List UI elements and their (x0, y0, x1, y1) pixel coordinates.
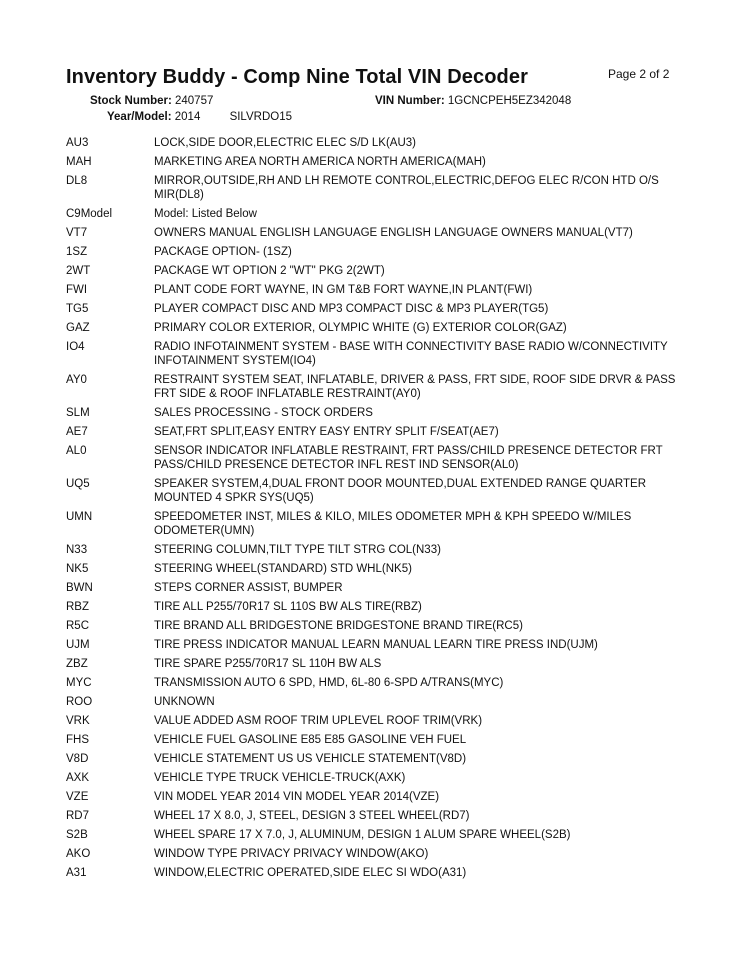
option-code-row (66, 136, 686, 150)
option-code: MAH (66, 156, 92, 168)
option-description: STEERING WHEEL(STANDARD) STD WHL(NK5) (154, 563, 412, 575)
option-code: RD7 (66, 810, 90, 822)
option-description: VEHICLE FUEL GASOLINE E85 E85 GASOLINE VEH FUEL (154, 734, 467, 746)
stock-number-label: Stock Number: (90, 95, 172, 107)
option-code-row (66, 790, 686, 804)
option-code: 1SZ (66, 246, 88, 258)
option-code: FHS (66, 734, 89, 746)
option-description: Model: Listed Below (154, 208, 257, 220)
option-description: SEAT,FRT SPLIT,EASY ENTRY EASY ENTRY SPLIT F/SEAT(AE7) (154, 426, 499, 438)
option-code-row (66, 174, 686, 202)
option-description: VEHICLE TYPE TRUCK VEHICLE-TRUCK(AXK) (154, 772, 406, 784)
option-description: STEPS CORNER ASSIST, BUMPER (154, 582, 343, 594)
option-description: TIRE PRESS INDICATOR MANUAL LEARN MANUAL LEARN TIRE PRESS IND(UJM) (154, 639, 598, 651)
option-description: OWNERS MANUAL ENGLISH LANGUAGE ENGLISH LANGUAGE OWNERS MANUAL(VT7) (154, 227, 633, 239)
option-code: N33 (66, 544, 88, 556)
option-code: S2B (66, 829, 88, 841)
vin-number-label: VIN Number: (375, 95, 445, 107)
option-code: VT7 (66, 227, 88, 239)
option-code: BWN (66, 582, 93, 594)
option-code-row (66, 155, 686, 169)
option-description: VIN MODEL YEAR 2014 VIN MODEL YEAR 2014(VZE) (154, 791, 440, 803)
option-code-row (66, 752, 686, 766)
option-code-row (66, 264, 686, 278)
stock-number-field (90, 95, 213, 107)
option-description: PRIMARY COLOR EXTERIOR, OLYMPIC WHITE (G) EXTERIOR COLOR(GAZ) (154, 322, 567, 334)
option-code-row (66, 619, 686, 633)
option-code-row (66, 321, 686, 335)
option-code-row (66, 373, 686, 401)
option-code-row (66, 600, 686, 614)
vin-number-value: 1GCNCPEH5EZ342048 (447, 95, 572, 107)
option-description: MARKETING AREA NORTH AMERICA NORTH AMERICA(MAH) (154, 156, 486, 168)
option-code: AKO (66, 848, 91, 860)
option-code-row (66, 245, 686, 259)
option-description: PACKAGE OPTION- (1SZ) (154, 246, 292, 258)
option-code-row (66, 809, 686, 823)
option-code-row (66, 866, 686, 880)
option-code-row (66, 581, 686, 595)
option-code-row (66, 638, 686, 652)
option-code-row (66, 828, 686, 842)
option-code-row (66, 695, 686, 709)
option-description: UNKNOWN (154, 696, 215, 708)
option-code: VZE (66, 791, 89, 803)
option-description: WINDOW TYPE PRIVACY PRIVACY WINDOW(AKO) (154, 848, 429, 860)
option-description: VALUE ADDED ASM ROOF TRIM UPLEVEL ROOF TRIM(VRK) (154, 715, 483, 727)
page-number: Page 2 of 2 (608, 67, 670, 81)
option-description: WHEEL 17 X 8.0, J, STEEL, DESIGN 3 STEEL WHEEL(RD7) (154, 810, 470, 822)
option-code: RBZ (66, 601, 89, 613)
option-code-row (66, 714, 686, 728)
option-code-row (66, 657, 686, 671)
option-code: 2WT (66, 265, 91, 277)
option-code: AXK (66, 772, 90, 784)
document-title: Inventory Buddy - Comp Nine Total VIN Decoder (66, 66, 528, 88)
option-code: ROO (66, 696, 93, 708)
option-code: UJM (66, 639, 90, 651)
option-code-row (66, 510, 686, 538)
option-code-row (66, 562, 686, 576)
option-code-row (66, 477, 686, 505)
option-description: SPEEDOMETER INST, MILES & KILO, MILES ODOMETER MPH & KPH SPEEDO W/MILES ODOMETER(UMN) (154, 511, 632, 537)
option-code: ZBZ (66, 658, 88, 670)
option-code: MYC (66, 677, 92, 689)
option-description: PLAYER COMPACT DISC AND MP3 COMPACT DISC & MP3 PLAYER(TG5) (154, 303, 549, 315)
option-code-row (66, 302, 686, 316)
option-description: WHEEL SPARE 17 X 7.0, J, ALUMINUM, DESIGN 1 ALUM SPARE WHEEL(S2B) (154, 829, 571, 841)
stock-number-value: 240757 (175, 95, 214, 107)
option-description: SALES PROCESSING - STOCK ORDERS (154, 407, 373, 419)
option-code: GAZ (66, 322, 90, 334)
option-code-row (66, 847, 686, 861)
model-value: SILVRDO15 (229, 111, 292, 123)
option-code: AU3 (66, 137, 89, 149)
option-description: STEERING COLUMN,TILT TYPE TILT STRG COL(N33) (154, 544, 441, 556)
option-code: V8D (66, 753, 89, 765)
option-description: TRANSMISSION AUTO 6 SPD, HMD, 6L-80 6-SPD A/TRANS(MYC) (154, 677, 504, 689)
option-description: MIRROR,OUTSIDE,RH AND LH REMOTE CONTROL,ELECTRIC,DEFOG ELEC R/CON HTD O/S MIR(DL8) (154, 175, 659, 201)
option-code: A31 (66, 867, 87, 879)
option-code: C9Model (66, 208, 113, 220)
option-code: FWI (66, 284, 88, 296)
option-code: VRK (66, 715, 90, 727)
option-code: AL0 (66, 445, 87, 457)
option-code: UQ5 (66, 478, 90, 490)
option-description: PACKAGE WT OPTION 2 "WT" PKG 2(2WT) (154, 265, 385, 277)
option-code-row (66, 676, 686, 690)
option-description: SENSOR INDICATOR INFLATABLE RESTRAINT, FRT PASS/CHILD PRESENCE DETECTOR FRT PASS/CHILD PRESENCE DETECTOR INFL REST IND SENSOR(AL0) (154, 445, 663, 471)
option-description: SPEAKER SYSTEM,4,DUAL FRONT DOOR MOUNTED,DUAL EXTENDED RANGE QUARTER MOUNTED 4 SPKR SYS(UQ5) (154, 478, 647, 504)
option-description: LOCK,SIDE DOOR,ELECTRIC ELEC S/D LK(AU3) (154, 137, 417, 149)
option-code-row (66, 444, 686, 472)
option-code-row (66, 207, 686, 221)
option-code-row (66, 340, 686, 368)
option-code-row (66, 283, 686, 297)
option-code: AY0 (66, 374, 87, 386)
option-description: PLANT CODE FORT WAYNE, IN GM T&B FORT WAYNE,IN PLANT(FWI) (154, 284, 533, 296)
option-code: NK5 (66, 563, 89, 575)
vin-number-field (375, 95, 571, 107)
option-code: TG5 (66, 303, 89, 315)
option-code-row (66, 733, 686, 747)
option-code-row (66, 425, 686, 439)
year-value: 2014 (174, 111, 201, 123)
option-code-list (66, 136, 686, 885)
option-description: TIRE SPARE P255/70R17 SL 110H BW ALS (154, 658, 382, 670)
option-code-row (66, 226, 686, 240)
option-description: VEHICLE STATEMENT US US VEHICLE STATEMENT(V8D) (154, 753, 467, 765)
option-description: RESTRAINT SYSTEM SEAT, INFLATABLE, DRIVER & PASS, FRT SIDE, ROOF SIDE DRVR & PASS FRT SIDE & ROOF INFLATABLE RESTRAINT(AY0) (154, 374, 676, 400)
year-model-label: Year/Model: (107, 111, 172, 123)
option-code: R5C (66, 620, 90, 632)
option-description: WINDOW,ELECTRIC OPERATED,SIDE ELEC SI WDO(A31) (154, 867, 467, 879)
option-code-row (66, 543, 686, 557)
option-code-row (66, 771, 686, 785)
option-description: TIRE ALL P255/70R17 SL 110S BW ALS TIRE(RBZ) (154, 601, 422, 613)
year-model-field (107, 111, 292, 123)
option-code: SLM (66, 407, 90, 419)
option-code-row (66, 406, 686, 420)
option-description: RADIO INFOTAINMENT SYSTEM - BASE WITH CONNECTIVITY BASE RADIO W/CONNECTIVITY INFOTAINMENT SYSTEM(IO4) (154, 341, 668, 367)
option-code: IO4 (66, 341, 85, 353)
option-description: TIRE BRAND ALL BRIDGESTONE BRIDGESTONE BRAND TIRE(RC5) (154, 620, 523, 632)
option-code: AE7 (66, 426, 88, 438)
option-code: DL8 (66, 175, 88, 187)
option-code: UMN (66, 511, 93, 523)
